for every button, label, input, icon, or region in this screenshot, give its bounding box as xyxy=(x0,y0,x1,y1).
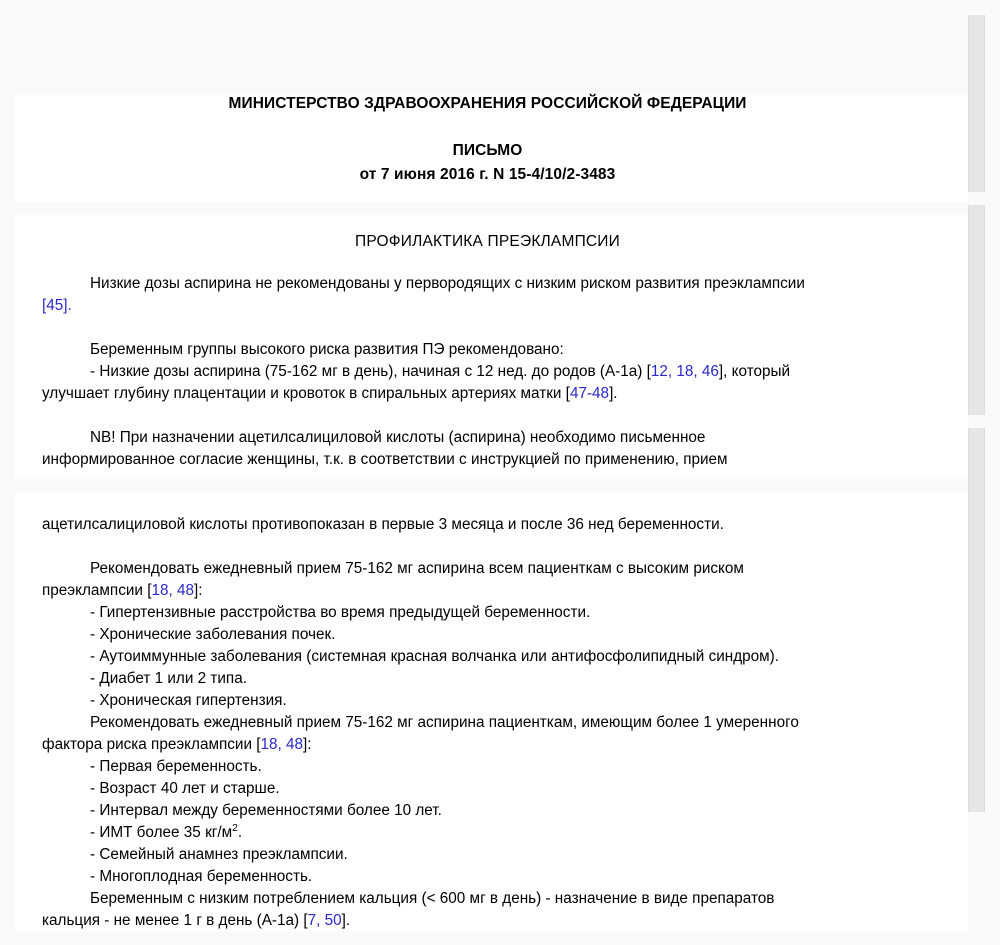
paragraph-contraindication xyxy=(42,514,933,536)
document-type: ПИСЬМО xyxy=(452,142,523,159)
section-heading: ПРОФИЛАКТИКА ПРЕЭКЛАМПСИИ xyxy=(355,233,620,250)
paragraph-text-after-citation: ]: xyxy=(303,736,312,753)
paragraph-calcium-line1 xyxy=(42,888,933,910)
paragraph-low-dose-not-recommended xyxy=(42,273,933,295)
document-page-2 xyxy=(15,215,968,479)
paragraph-citation-45-line xyxy=(42,295,933,317)
list-item-label: - Диабет 1 или 2 типа. xyxy=(90,670,247,687)
paragraph-text: Рекомендовать ежедневный прием 75-162 мг аспирина всем пациенткам с высоким риском xyxy=(90,560,744,577)
list-item-label-suffix: . xyxy=(237,824,243,841)
paragraph-low-dose-dash xyxy=(42,361,933,383)
paragraph-text-after-citation: ], который xyxy=(718,363,791,380)
list-item xyxy=(42,646,933,668)
citation-47-48-link[interactable]: 47-48 xyxy=(569,385,610,402)
list-item-label: - Первая беременность. xyxy=(90,758,262,775)
paragraph-text-before-citation: фактора риска преэклампсии [ xyxy=(42,736,261,753)
list-item xyxy=(42,690,933,712)
ministry-title: МИНИСТЕРСТВО ЗДРАВООХРАНЕНИЯ РОССИЙСКОЙ ФЕДЕРАЦИИ xyxy=(228,95,747,112)
list-item xyxy=(42,866,933,888)
paragraph-text-before-citation: кальция - не менее 1 г в день (А-1а) [ xyxy=(42,912,308,929)
paragraph-nb-warning-line2 xyxy=(42,449,933,471)
paragraph-text: ацетилсалициловой кислоты противопоказан в первые 3 месяца и после 36 нед беременности. xyxy=(42,516,724,533)
list-item xyxy=(42,844,933,866)
page-stack xyxy=(15,15,968,945)
list-item-label: - Хронические заболевания почек. xyxy=(90,626,336,643)
list-item-label: - Возраст 40 лет и старше. xyxy=(90,780,280,797)
document-page-3 xyxy=(15,492,968,932)
paragraph-text: Беременным с низким потреблением кальция (< 600 мг в день) - назначение в виде препаратов xyxy=(90,890,775,907)
page-rail-segment-1[interactable] xyxy=(968,15,985,192)
list-item xyxy=(42,800,933,822)
list-item-label: - Многоплодная беременность. xyxy=(90,868,313,885)
citation-18-48-second-link[interactable]: 18, 48 xyxy=(260,736,304,753)
list-item-label: - Семейный анамнез преэклампсии. xyxy=(90,846,348,863)
list-item-label: - Аутоиммунные заболевания (системная красная волчанка или антифосфолипидный синдром). xyxy=(90,648,780,665)
document-page-1 xyxy=(15,95,968,202)
list-item xyxy=(42,756,933,778)
list-item xyxy=(42,624,933,646)
paragraph-calcium-line2 xyxy=(42,910,933,932)
citation-45-link[interactable]: [45]. xyxy=(42,297,72,314)
document-reference: от 7 июня 2016 г. N 15-4/10/2-3483 xyxy=(359,166,616,183)
list-item-label: - Интервал между беременностями более 10 лет. xyxy=(90,802,442,819)
list-item xyxy=(42,668,933,690)
list-item xyxy=(42,602,933,624)
paragraph-recommend-moderate-risk-citation xyxy=(42,734,933,756)
page-rail-segment-3[interactable] xyxy=(968,428,985,812)
paragraph-text: информированное согласие женщины, т.к. в соответствии с инструкцией по применению, прием xyxy=(42,451,728,468)
paragraph-recommend-high-risk-citation xyxy=(42,580,933,602)
list-item-label: - Хроническая гипертензия. xyxy=(90,692,287,709)
paragraph-high-risk-intro xyxy=(42,339,933,361)
citation-12-18-46-link[interactable]: 12, 18, 46 xyxy=(650,363,719,380)
paragraph-text: NB! При назначении ацетилсалициловой кислоты (аспирина) необходимо письменное xyxy=(90,429,706,446)
paragraph-text-before-citation: - Низкие дозы аспирина (75-162 мг в день), начиная с 12 нед. до родов (А-1а) [ xyxy=(90,363,651,380)
paragraph-low-dose-continued xyxy=(42,383,933,405)
paragraph-text: Рекомендовать ежедневный прием 75-162 мг аспирина пациенткам, имеющим более 1 умеренного xyxy=(90,714,799,731)
list-item-bmi xyxy=(42,822,933,844)
paragraph-text: Беременным группы высокого риска развития ПЭ рекомендовано: xyxy=(90,341,564,358)
paragraph-recommend-high-risk xyxy=(42,558,933,580)
page-rail-segment-2[interactable] xyxy=(968,205,985,415)
list-item-label: - ИМТ более 35 кг/м xyxy=(90,824,233,841)
list-item-label: - Гипертензивные расстройства во время предыдущей беременности. xyxy=(90,604,591,621)
bmi-superscript: 2 xyxy=(232,822,238,834)
paragraph-nb-warning-line1 xyxy=(42,427,933,449)
paragraph-text-after-citation: ]: xyxy=(193,582,203,599)
page-rail xyxy=(968,15,985,825)
citation-18-48-first-link[interactable]: 18, 48 xyxy=(151,582,194,599)
paragraph-text-after-citation: ]. xyxy=(341,912,351,929)
paragraph-text-before-citation: улучшает глубину плацентации и кровоток в спиральных артериях матки [ xyxy=(42,385,570,402)
paragraph-text-after-citation: ]. xyxy=(609,385,618,402)
page-top-spacer xyxy=(42,492,933,514)
paragraph-text-before-citation: преэклампсии [ xyxy=(42,582,152,599)
citation-7-50-link[interactable]: 7, 50 xyxy=(307,912,342,929)
list-item xyxy=(42,778,933,800)
paragraph-text: Низкие дозы аспирина не рекомендованы у первородящих с низким риском развития преэклампсии xyxy=(90,275,805,292)
paragraph-recommend-moderate-risk xyxy=(42,712,933,734)
